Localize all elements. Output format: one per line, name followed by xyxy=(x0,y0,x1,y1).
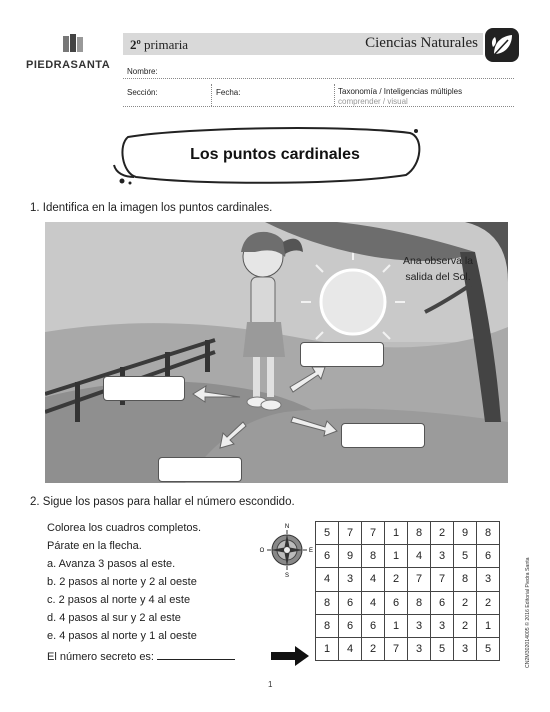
grid-cell[interactable]: 1 xyxy=(316,637,339,660)
grid-cell[interactable]: 4 xyxy=(362,568,385,591)
grid-row xyxy=(316,522,500,545)
grade-label xyxy=(130,37,188,53)
taxonomy-values: comprender / visual xyxy=(338,97,408,106)
compass-west: O xyxy=(259,548,265,554)
grid-cell[interactable]: 3 xyxy=(431,545,454,568)
scene-caption-line: Ana observa la xyxy=(402,255,474,267)
answer-box-right[interactable] xyxy=(341,423,425,448)
grid-cell[interactable]: 5 xyxy=(316,522,339,545)
subject-title: Ciencias Naturales xyxy=(365,35,478,51)
grid-cell[interactable]: 2 xyxy=(362,637,385,660)
instruction-item: a. Avanza 3 pasos al este. xyxy=(47,558,176,570)
grid-cell[interactable]: 3 xyxy=(477,568,500,591)
instruction-item: c. 2 pasos al norte y 4 al este xyxy=(47,594,191,606)
grid-cell[interactable]: 2 xyxy=(477,591,500,614)
grid-cell[interactable]: 7 xyxy=(408,568,431,591)
question-1: 1. Identifica en la imagen los puntos cardinales. xyxy=(30,202,273,214)
date-label: Fecha: xyxy=(216,88,241,97)
taxonomy-label: Taxonomía / Inteligencias múltiples xyxy=(338,87,463,96)
grid-cell[interactable]: 2 xyxy=(385,568,408,591)
leaf-icon xyxy=(484,27,520,63)
grid-cell[interactable]: 8 xyxy=(316,591,339,614)
grid-cell[interactable]: 3 xyxy=(454,637,477,660)
grid-cell[interactable]: 1 xyxy=(385,522,408,545)
grid-cell[interactable]: 5 xyxy=(431,637,454,660)
publisher-name: PIEDRASANTA xyxy=(26,59,111,71)
grid-row xyxy=(316,637,500,660)
answer-box-left[interactable] xyxy=(103,376,185,401)
secret-number-row xyxy=(47,648,235,666)
start-arrow-icon xyxy=(271,646,309,666)
grid-cell[interactable]: 7 xyxy=(385,637,408,660)
secret-number-label: El número secreto es: xyxy=(47,651,154,663)
grid-cell[interactable]: 8 xyxy=(454,568,477,591)
answer-box-bottom[interactable] xyxy=(158,457,242,482)
grid-cell[interactable]: 4 xyxy=(362,591,385,614)
side-code xyxy=(519,520,533,670)
grid-cell[interactable]: 1 xyxy=(385,614,408,637)
worksheet-title: Los puntos cardinales xyxy=(190,146,360,163)
grid-cell[interactable]: 3 xyxy=(431,614,454,637)
grid-row xyxy=(316,568,500,591)
compass-east: E xyxy=(308,548,314,554)
grid-cell[interactable]: 9 xyxy=(454,522,477,545)
section-label: Sección: xyxy=(127,88,158,97)
instruction-item: e. 4 pasos al norte y 1 al oeste xyxy=(47,630,197,642)
grade-word: primaria xyxy=(144,37,189,52)
grid-cell[interactable]: 3 xyxy=(408,637,431,660)
publisher-logo-icon xyxy=(62,34,84,54)
number-grid xyxy=(315,521,500,661)
grid-cell[interactable]: 8 xyxy=(316,614,339,637)
page-number: 1 xyxy=(268,680,273,689)
grid-cell[interactable]: 2 xyxy=(454,614,477,637)
scene-caption-line: salida del Sol. xyxy=(405,271,471,283)
grid-cell[interactable]: 4 xyxy=(408,545,431,568)
grid-cell[interactable]: 8 xyxy=(408,522,431,545)
grid-cell[interactable]: 6 xyxy=(339,614,362,637)
grid-cell[interactable]: 6 xyxy=(316,545,339,568)
instructions-list xyxy=(47,519,235,666)
grid-cell[interactable]: 7 xyxy=(431,568,454,591)
answer-box-top-right[interactable] xyxy=(300,342,384,367)
secret-number-field[interactable] xyxy=(157,649,235,660)
compass-rose-icon xyxy=(256,520,318,580)
side-code-text: CN2M302014005 © 2016 Editorial Piedra Santa xyxy=(525,557,531,668)
divider xyxy=(211,84,212,106)
grid-cell[interactable]: 6 xyxy=(362,614,385,637)
instruction-item: b. 2 pasos al norte y 2 al oeste xyxy=(47,576,197,588)
grid-cell[interactable]: 2 xyxy=(454,591,477,614)
grid-cell[interactable]: 7 xyxy=(339,522,362,545)
grid-cell[interactable]: 3 xyxy=(408,614,431,637)
name-label: Nombre: xyxy=(127,67,158,76)
grid-cell[interactable]: 6 xyxy=(339,591,362,614)
question-2: 2. Sigue los pasos para hallar el número escondido. xyxy=(30,496,295,508)
grid-cell[interactable]: 4 xyxy=(316,568,339,591)
grid-row xyxy=(316,545,500,568)
grid-cell[interactable]: 2 xyxy=(431,522,454,545)
grade-number: 2º xyxy=(130,37,141,52)
name-field[interactable] xyxy=(123,60,514,79)
grid-cell[interactable]: 1 xyxy=(385,545,408,568)
compass-north: N xyxy=(284,524,290,530)
instruction-item: Párate en la flecha. xyxy=(47,540,142,552)
scene-caption xyxy=(388,253,488,285)
compass-south: S xyxy=(284,573,290,579)
grid-cell[interactable]: 6 xyxy=(477,545,500,568)
divider xyxy=(334,84,335,106)
grid-cell[interactable]: 8 xyxy=(477,522,500,545)
grid-cell[interactable]: 4 xyxy=(339,637,362,660)
grid-cell[interactable]: 9 xyxy=(339,545,362,568)
grid-cell[interactable]: 8 xyxy=(362,545,385,568)
grid-cell[interactable]: 5 xyxy=(477,637,500,660)
grid-cell[interactable]: 8 xyxy=(408,591,431,614)
info-row xyxy=(123,84,514,107)
grid-cell[interactable]: 3 xyxy=(339,568,362,591)
instruction-item: Colorea los cuadros completos. xyxy=(47,522,202,534)
grid-cell[interactable]: 5 xyxy=(454,545,477,568)
grid-row xyxy=(316,591,500,614)
grid-row xyxy=(316,614,500,637)
grid-cell[interactable]: 6 xyxy=(385,591,408,614)
instruction-item: d. 4 pasos al sur y 2 al este xyxy=(47,612,181,624)
grid-cell[interactable]: 1 xyxy=(477,614,500,637)
grid-cell[interactable]: 7 xyxy=(362,522,385,545)
grid-cell[interactable]: 6 xyxy=(431,591,454,614)
